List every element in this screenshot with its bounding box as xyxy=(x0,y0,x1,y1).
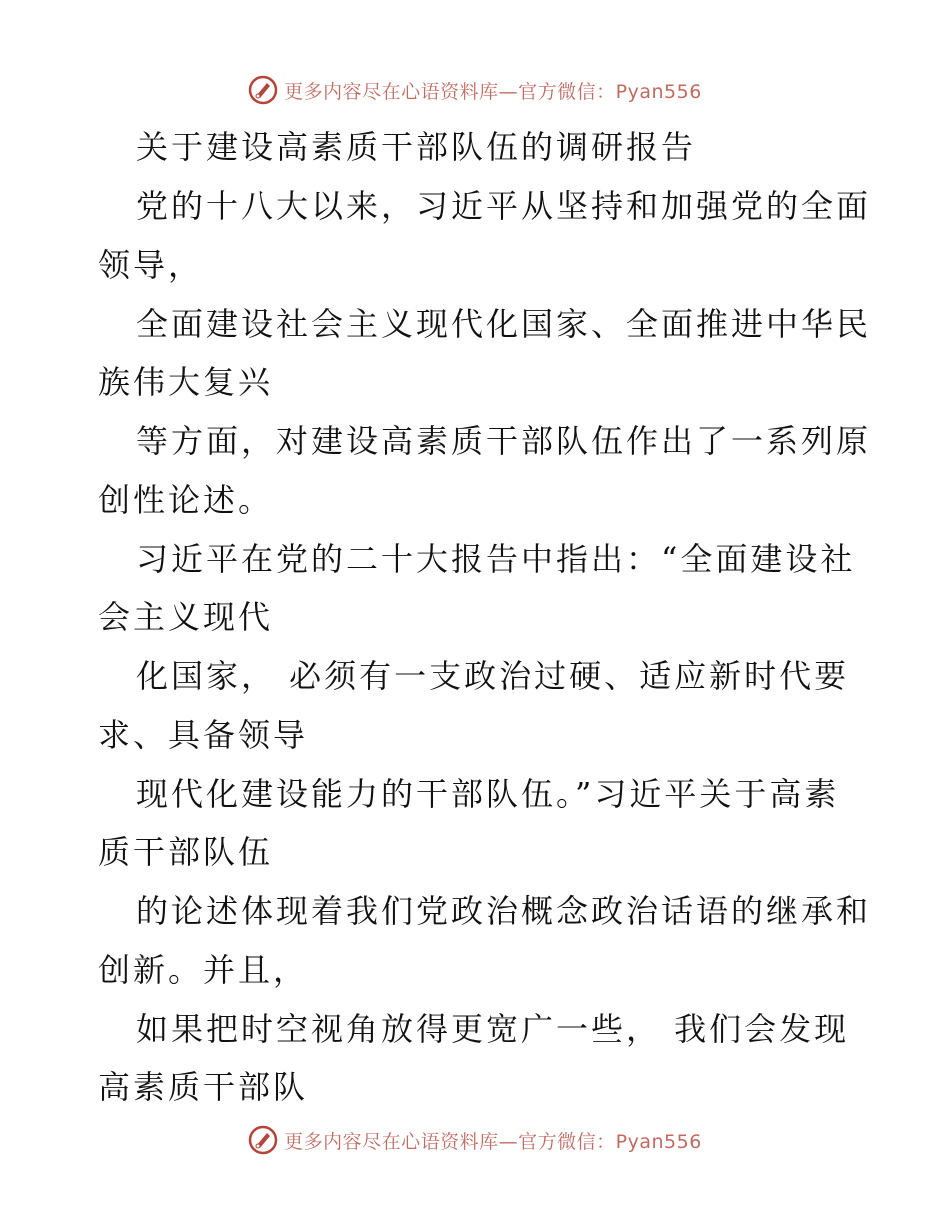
document-title: 关于建设高素质干部队伍的调研报告 xyxy=(136,128,697,166)
paragraph-line: 如果把时空视角放得更宽广一些， 我们会发现 xyxy=(136,1010,850,1048)
pen-nib-logo-icon xyxy=(248,1125,278,1155)
paragraph-line: 全面建设社会主义现代化国家、全面推进中华民 xyxy=(136,305,872,343)
footer-watermark-text: 更多内容尽在心语资料库—官方微信：Pyan556 xyxy=(284,1130,702,1153)
footer-watermark-banner xyxy=(0,1120,950,1160)
paragraph-line: 习近平在党的二十大报告中指出：“全面建设社 xyxy=(136,540,856,578)
paragraph-line: 等方面，对建设高素质干部队伍作出了一系列原 xyxy=(136,422,872,460)
paragraph-line: 化国家， 必须有一支政治过硬、适应新时代要 xyxy=(136,657,850,695)
paragraph-line: 创性论述。 xyxy=(98,481,274,519)
paragraph-line: 创新。并且， xyxy=(98,951,309,989)
paragraph-line: 质干部队伍 xyxy=(98,833,274,871)
paragraph-line: 党的十八大以来，习近平从坚持和加强党的全面 xyxy=(136,187,872,225)
paragraph-line: 求、具备领导 xyxy=(98,716,309,754)
paragraph-line: 会主义现代 xyxy=(98,598,274,636)
paragraph-line: 高素质干部队 xyxy=(98,1068,309,1106)
paragraph-line: 的论述体现着我们党政治概念政治话语的继承和 xyxy=(136,892,872,930)
paragraph-line: 现代化建设能力的干部队伍。”习近平关于高素 xyxy=(136,775,840,813)
paragraph-line: 领导， xyxy=(98,246,204,284)
paragraph-line: 族伟大复兴 xyxy=(98,363,274,401)
header-watermark-text: 更多内容尽在心语资料库—官方微信：Pyan556 xyxy=(284,80,702,103)
